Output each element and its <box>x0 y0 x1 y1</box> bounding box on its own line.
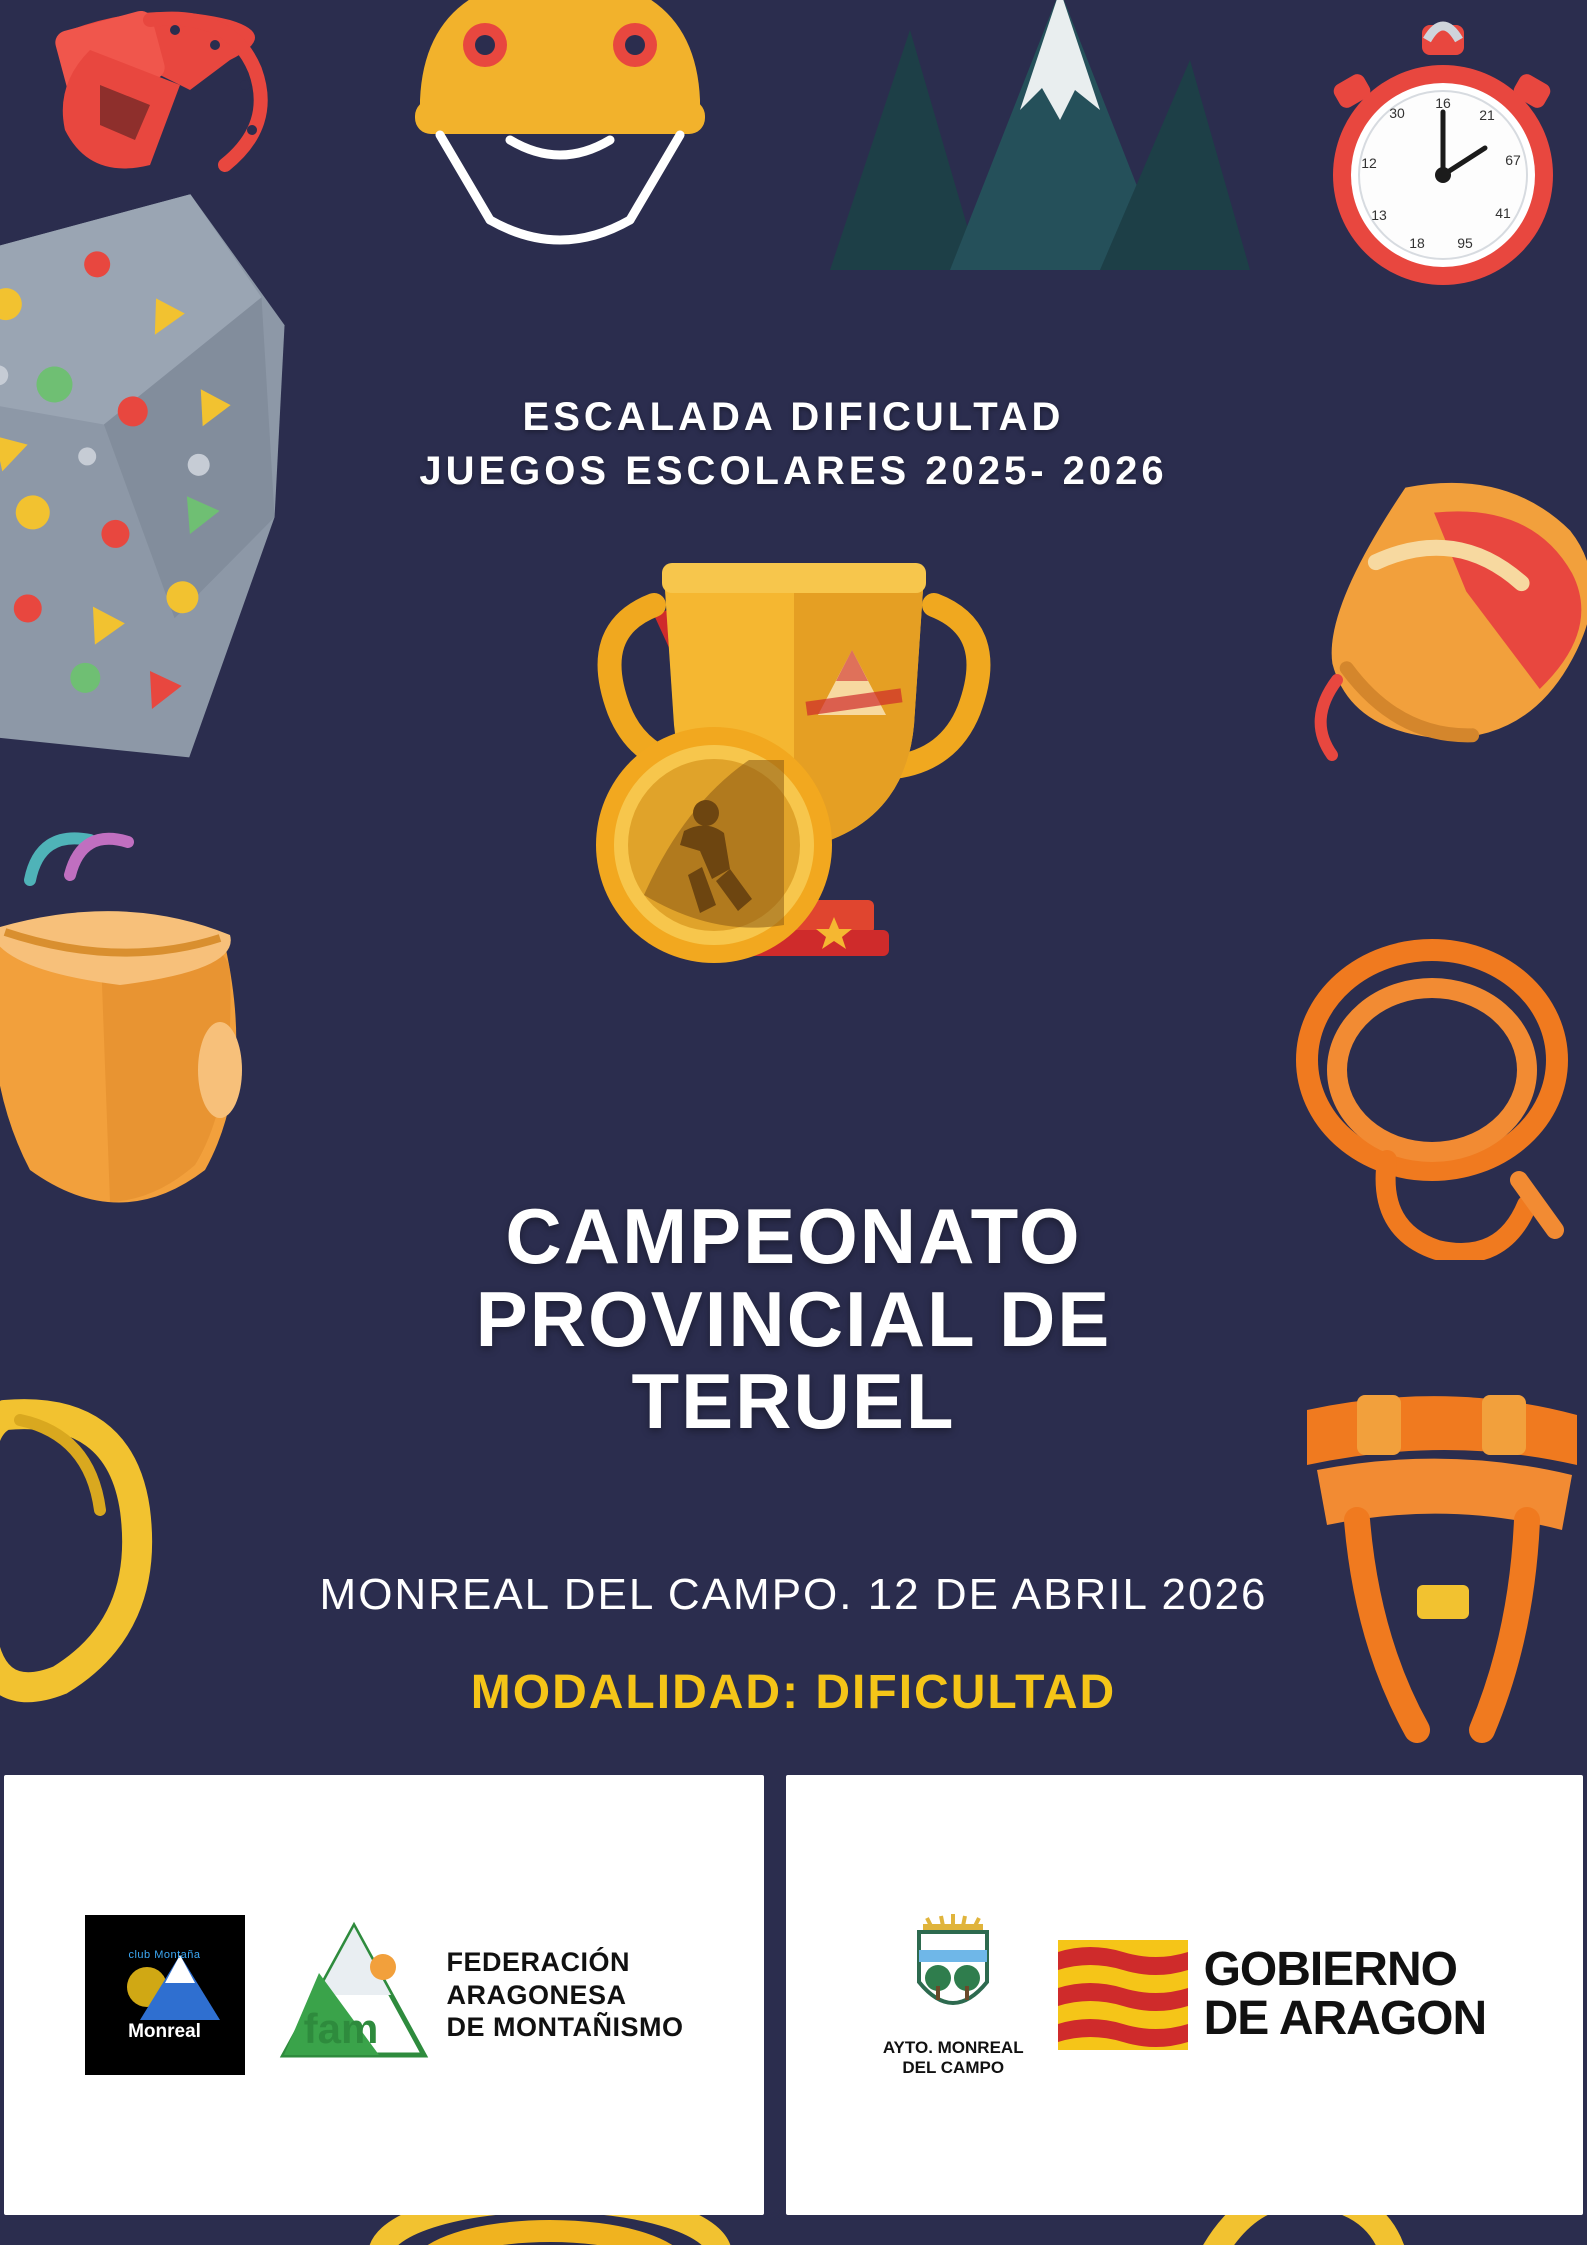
svg-text:67: 67 <box>1505 152 1521 168</box>
fam-logo-block <box>279 1915 684 2075</box>
sponsor-box-right <box>786 1775 1583 2215</box>
ayto-line-1: AYTO. MONREAL <box>882 2037 1024 2057</box>
fam-line-1: FEDERACIÓN <box>446 1946 631 1977</box>
coat-of-arms-icon <box>893 1912 1013 2032</box>
club-logo-top-text: club Montaña <box>128 1949 201 1961</box>
modality-label: MODALIDAD: DIFICULTAD <box>470 1666 1117 1719</box>
stopwatch-icon <box>1317 20 1567 300</box>
svg-text:30: 30 <box>1389 105 1405 121</box>
ayto-line-2: DEL CAMPO <box>902 2058 1005 2077</box>
title-line-2: PROVINCIAL DE <box>475 1274 1112 1363</box>
ayuntamiento-monreal-logo <box>883 1912 1024 2079</box>
svg-text:fam: fam <box>303 2005 378 2052</box>
climbing-shoe-icon <box>1307 470 1587 780</box>
svg-text:18: 18 <box>1409 235 1425 251</box>
club-logo-name: Monreal <box>128 2021 201 2042</box>
svg-text:41: 41 <box>1495 205 1511 221</box>
title-line-3: TERUEL <box>631 1357 956 1446</box>
subtitle-line-2: JUEGOS ESCOLARES 2025- 2026 <box>419 449 1168 493</box>
title-line-1: CAMPEONATO <box>505 1192 1082 1280</box>
fam-line-2: ARAGONESA <box>446 1979 627 2010</box>
svg-text:16: 16 <box>1435 95 1451 111</box>
svg-text:12: 12 <box>1361 155 1377 171</box>
sponsor-box-left <box>4 1775 764 2215</box>
subtitle-line-1: ESCALADA DIFICULTAD <box>522 395 1065 439</box>
climbing-helmet-icon <box>380 0 740 260</box>
gobierno-text <box>1203 1943 1487 2045</box>
fam-line-3: DE MONTAÑISMO <box>446 2012 684 2043</box>
fam-mountain-icon <box>279 1915 429 2075</box>
sponsor-bar <box>0 1775 1587 2245</box>
place-and-date: MONREAL DEL CAMPO. 12 DE ABRIL 2026 <box>319 1570 1268 1619</box>
club-mountain-icon <box>85 1915 245 2075</box>
gobierno-de-aragon-logo <box>1058 1940 1487 2050</box>
event-subtitle <box>0 390 1587 498</box>
aragon-flag-icon <box>1058 1940 1188 2050</box>
fam-logo-text <box>447 1946 684 2045</box>
mountain-silhouette-icon <box>830 0 1250 270</box>
svg-text:21: 21 <box>1479 107 1495 123</box>
chalk-bag-icon <box>0 820 270 1240</box>
svg-text:95: 95 <box>1457 235 1473 251</box>
ayuntamiento-text <box>883 2038 1024 2079</box>
gobierno-line-2: DE ARAGON <box>1203 1992 1487 2045</box>
gobierno-line-1: GOBIERNO <box>1203 1943 1457 1997</box>
svg-text:13: 13 <box>1371 207 1387 223</box>
club-montana-monreal-logo <box>85 1915 245 2075</box>
trophy-icon <box>534 545 1054 1005</box>
page-title <box>0 1192 1587 1446</box>
